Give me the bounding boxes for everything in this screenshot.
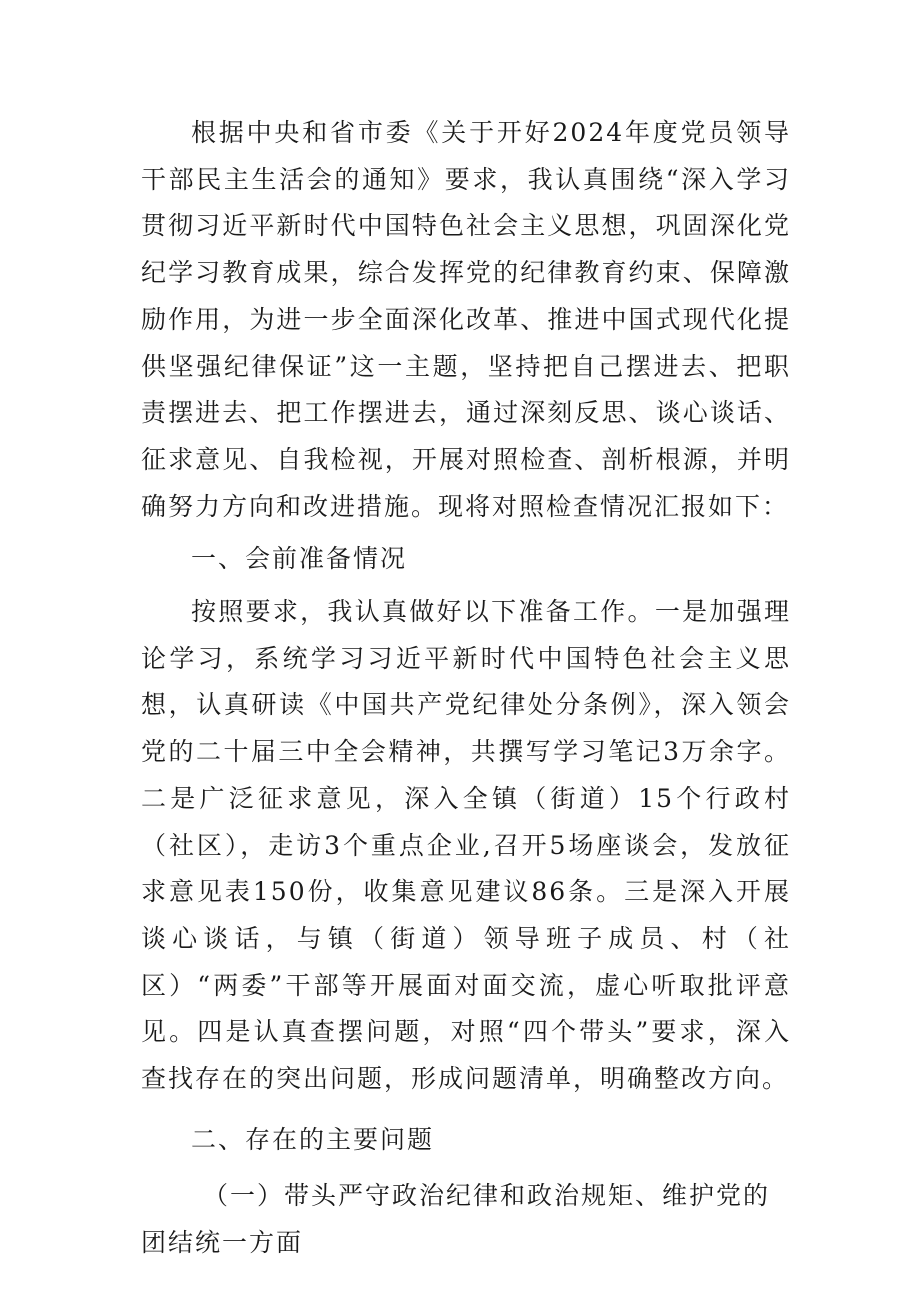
section-2-heading: 二、存在的主要问题 bbox=[191, 1124, 435, 1154]
section-2-subheading-1: （一）带头严守政治纪律和政治规矩、维护党的团结统一方面 bbox=[141, 1181, 771, 1258]
section-1-heading: 一、会前准备情况 bbox=[191, 544, 408, 574]
section-1-body: 按照要求，我认真做好以下准备工作。一是加强理论学习，系统学习习近平新时代中国特色社会主义思想，认真研读《中国共产党纪律处分条例》，深入领会党的二十届三中全会精神，共撰写学习笔记3万余字。二是广泛征求意见，深入全镇（街道）15个行政村（社区），走访3个重点企业,召开5场座谈会，发放征求意见表150份，收集意见建议86条。三是深入开展谈心谈话，与镇（街道）领导班子成员、村（社区）“两委”干部等开展面对面交流，虚心听取批评意见。四是认真查摆问题，对照“四个带头”要求，深入查找存在的突出问题，形成问题清单，明确整改方向。 bbox=[141, 597, 791, 1094]
document-body bbox=[141, 110, 791, 1267]
intro-paragraph: 根据中央和省市委《关于开好2024年度党员领导干部民主生活会的通知》要求，我认真围绕“深入学习贯彻习近平新时代中国特色社会主义思想，巩固深化党纪学习教育成果，综合发挥党的纪律教育约束、保障激励作用，为进一步全面深化改革、推进中国式现代化提供坚强纪律保证”这一主题，坚持把自己摆进去、把职责摆进去、把工作摆进去，通过深刻反思、谈心谈话、征求意见、自我检视，开展对照检查、剖析根源，并明确努力方向和改进措施。现将对照检查情况汇报如下： bbox=[141, 118, 791, 521]
